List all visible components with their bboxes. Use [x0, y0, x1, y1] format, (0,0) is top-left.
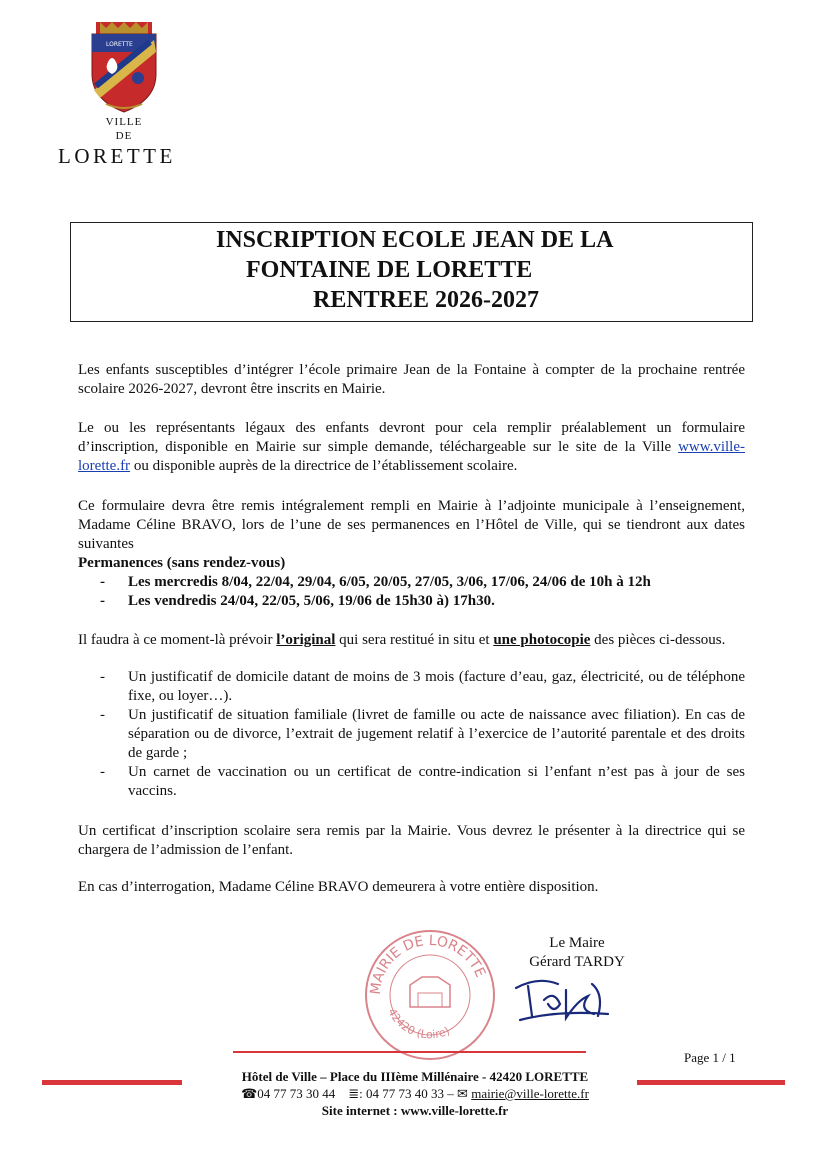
signatory-name: Gérard TARDY — [529, 954, 625, 970]
documents-text-1: Il faudra à ce moment-là prévoir — [78, 632, 277, 648]
svg-text:42420 (Loire): 42420 (Loire) — [385, 1006, 452, 1042]
mail-icon: ✉ — [457, 1086, 468, 1101]
footer-email-link[interactable]: mairie@ville-lorette.fr — [471, 1086, 589, 1101]
handwritten-signature — [508, 970, 618, 1030]
page-number: Page 1 / 1 — [684, 1050, 736, 1065]
svg-text:LORETTE: LORETTE — [106, 41, 133, 48]
required-documents-list — [100, 668, 745, 801]
footer-contact — [170, 1085, 660, 1102]
intro-text: Les enfants susceptibles d’intégrer l’école primaire Jean de la Fontaine à compter de la prochaine rentrée scolaire 2026-2027, devront être inscrits en Mairie. — [78, 362, 745, 397]
contact-text: En cas d’interrogation, Madame Céline BRAVO demeurera à votre entière disposition. — [78, 879, 599, 895]
list-item: - Un justificatif de situation familiale (livret de famille ou acte de naissance avec filiation). En cas de séparation ou de divorce, l’extrait de jugement relatif à l’exercice de l’autorité parentale et des droits de garde ; — [100, 707, 745, 761]
form-submission-paragraph — [78, 497, 745, 573]
photocopy-emphasis: une photocopie — [493, 632, 591, 648]
phone-icon: ☎ — [241, 1086, 258, 1101]
list-item: - Un justificatif de domicile datant de moins de 3 mois (facture d’eau, gaz, électricité, ou de téléphone fixe, ou loyer…). — [100, 669, 745, 704]
intro-paragraph — [78, 361, 745, 399]
permanences-heading: Permanences (sans rendez-vous) — [78, 555, 286, 571]
original-emphasis: l’original — [276, 632, 336, 648]
footer-phone: 04 77 73 30 44 — [257, 1086, 336, 1101]
documents-text-3: des pièces ci-dessous. — [590, 632, 726, 648]
footer-divider — [233, 1051, 586, 1053]
fax-icon: ≣ — [348, 1086, 360, 1101]
svg-text:MAIRIE DE LORETTE: MAIRIE DE LORETTE — [367, 932, 489, 996]
registration-paragraph — [78, 419, 745, 476]
city-label-de: DE — [115, 130, 133, 142]
permanences-list — [100, 573, 745, 611]
footer-accent-left — [42, 1080, 182, 1085]
signature-block — [522, 934, 632, 972]
registration-text-before: Le ou les représentants légaux des enfants devront pour cela remplir préalablement un formulaire d’inscription, disponible en Mairie sur simple demande, téléchargeable sur le site de la Ville — [78, 420, 745, 455]
footer-address: Hôtel de Ville – Place du IIIème Millénaire - 42420 LORETTE — [241, 1069, 589, 1084]
website-link[interactable]: www.ville-lorette.fr — [78, 439, 745, 474]
certificate-text: Un certificat d’inscription scolaire sera remis par la Mairie. Vous devrez le présenter à la directrice qui se chargera de l’admission de l’enfant. — [78, 823, 745, 858]
registration-text-after: ou disponible auprès de la directrice de l’établissement scolaire. — [130, 458, 518, 474]
footer-fax: : 04 77 73 40 33 – — [359, 1086, 454, 1101]
city-name: LORETTE — [58, 144, 176, 168]
mairie-stamp — [360, 925, 500, 1065]
list-item: - Les vendredis 24/04, 22/05, 5/06, 19/06 de 15h30 à) 17h30. — [100, 593, 495, 609]
title-line-1: INSCRIPTION ECOLE JEAN DE LA — [216, 227, 614, 253]
city-label-ville: VILLE — [105, 116, 143, 128]
title-box — [70, 222, 753, 322]
certificate-paragraph — [78, 822, 745, 860]
title-line-2: FONTAINE DE LORETTE — [246, 257, 533, 283]
city-crest-logo — [86, 22, 162, 114]
documents-paragraph — [78, 631, 745, 650]
documents-text-2: qui sera restitué in situ et — [335, 632, 494, 648]
footer-website: Site internet : www.ville-lorette.fr — [321, 1103, 509, 1118]
title-line-3: RENTREE 2026-2027 — [313, 287, 540, 313]
list-item: - Un carnet de vaccination ou un certificat de contre-indication si l’enfant n’est pas à jour de ses vaccins. — [100, 764, 745, 799]
list-item: - Les mercredis 8/04, 22/04, 29/04, 6/05, 20/05, 27/05, 3/06, 17/06, 24/06 de 10h à 12h — [100, 574, 651, 590]
contact-paragraph — [78, 878, 745, 897]
signatory-role: Le Maire — [549, 935, 605, 951]
form-submission-text: Ce formulaire devra être remis intégralement rempli en Mairie à l’adjointe municipale à l’enseignement, Madame Céline BRAVO, lors de l’une de ses permanences en l’Hôtel de Ville, qui se tiendront aux dates suivantes — [78, 498, 745, 552]
